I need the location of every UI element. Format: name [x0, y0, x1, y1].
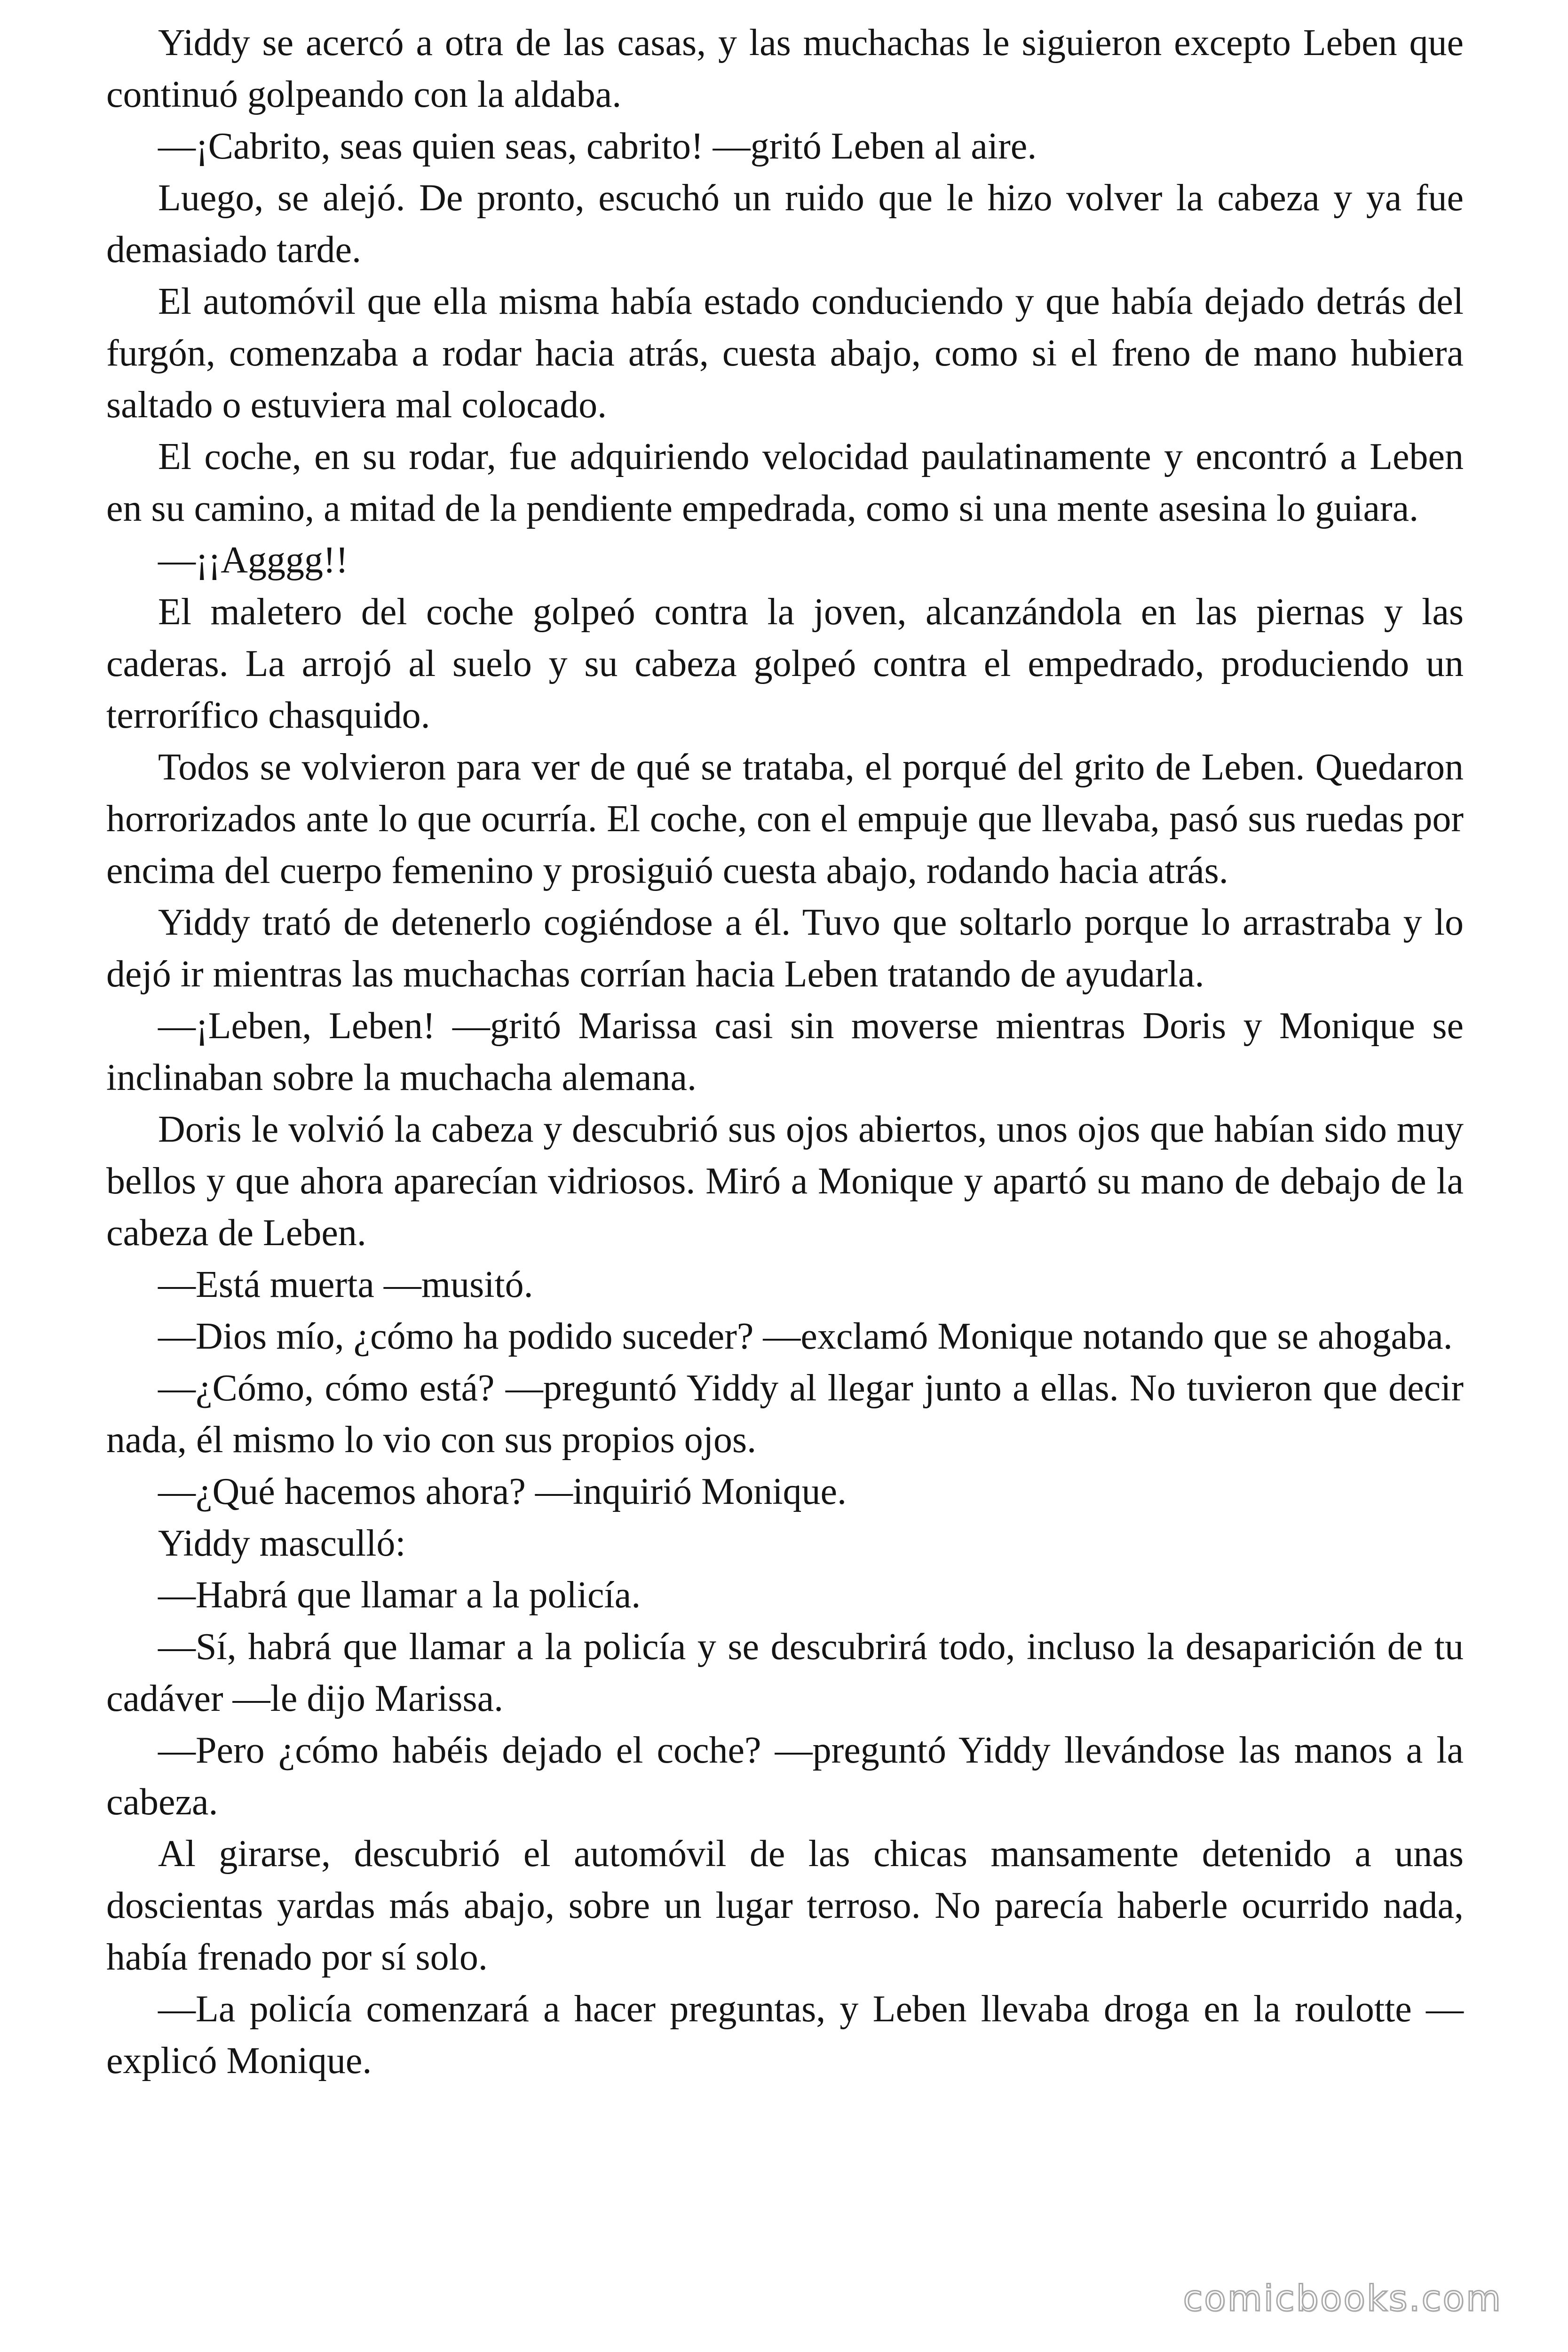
paragraph: Doris le volvió la cabeza y descubrió sus ojos abiertos, unos ojos que habían sido muy bellos y que ahora aparecían vidriosos. Miró a Monique y apartó su mano de debajo de la cabeza de Leben.	[106, 1109, 1464, 1254]
paragraph: —Pero ¿cómo habéis dejado el coche? —preguntó Yiddy llevándose las manos a la cabeza.	[106, 1730, 1464, 1823]
paragraph: El automóvil que ella misma había estado conduciendo y que había dejado detrás del furgón, comenzaba a rodar hacia atrás, cuesta abajo, como si el freno de mano hubiera saltado o estuviera mal colocado.	[106, 281, 1464, 426]
paragraph: El coche, en su rodar, fue adquiriendo velocidad paulatinamente y encontró a Leben en su camino, a mitad de la pendiente empedrada, como si una mente asesina lo guiara.	[106, 436, 1464, 529]
paragraph: —Habrá que llamar a la policía.	[158, 1574, 641, 1616]
paragraph: —Está muerta —musitó.	[158, 1264, 533, 1305]
paragraph: Yiddy se acercó a otra de las casas, y las muchachas le siguieron excepto Leben que continuó golpeando con la aldaba.	[106, 22, 1464, 115]
paragraph: —Sí, habrá que llamar a la policía y se descubrirá todo, incluso la desaparición de tu cadáver —le dijo Marissa.	[106, 1626, 1464, 1719]
paragraph: Todos se volvieron para ver de qué se trataba, el porqué del grito de Leben. Quedaron horrorizados ante lo que ocurría. El coche, con el empuje que llevaba, pasó sus ruedas por encima del cuerpo femenino y prosiguió cuesta abajo, rodando hacia atrás.	[106, 747, 1464, 891]
paragraph: —Dios mío, ¿cómo ha podido suceder? —exclamó Monique notando que se ahogaba.	[158, 1316, 1453, 1357]
watermark-text: comicbooks.com	[1183, 2277, 1502, 2319]
body-text	[106, 17, 1464, 2087]
paragraph: Yiddy masculló:	[158, 1523, 406, 1564]
paragraph: El maletero del coche golpeó contra la joven, alcanzándola en las piernas y las caderas. La arrojó al suelo y su cabeza golpeó contra el empedrado, produciendo un terrorífico chasquido.	[106, 591, 1464, 736]
paragraph: Yiddy trató de detenerlo cogiéndose a él. Tuvo que soltarlo porque lo arrastraba y lo dejó ir mientras las muchachas corrían hacia Leben tratando de ayudarla.	[106, 902, 1464, 995]
paragraph: —¡Cabrito, seas quien seas, cabrito! —gritó Leben al aire.	[158, 126, 1037, 167]
paragraph: —La policía comenzará a hacer preguntas, y Leben llevaba droga en la roulotte —explicó Monique.	[106, 1988, 1464, 2082]
paragraph: —¿Cómo, cómo está? —preguntó Yiddy al llegar junto a ellas. No tuvieron que decir nada, él mismo lo vio con sus propios ojos.	[106, 1367, 1464, 1461]
paragraph: —¡¡Agggg!!	[158, 540, 348, 581]
paragraph: —¡Leben, Leben! —gritó Marissa casi sin moverse mientras Doris y Monique se inclinaban sobre la muchacha alemana.	[106, 1005, 1464, 1098]
paragraph: Luego, se alejó. De pronto, escuchó un ruido que le hizo volver la cabeza y ya fue demasiado tarde.	[106, 177, 1464, 270]
paragraph: —¿Qué hacemos ahora? —inquirió Monique.	[158, 1471, 847, 1512]
paragraph: Al girarse, descubrió el automóvil de las chicas mansamente detenido a unas doscientas yardas más abajo, sobre un lugar terroso. No parecía haberle ocurrido nada, había frenado por sí solo.	[106, 1833, 1464, 1978]
